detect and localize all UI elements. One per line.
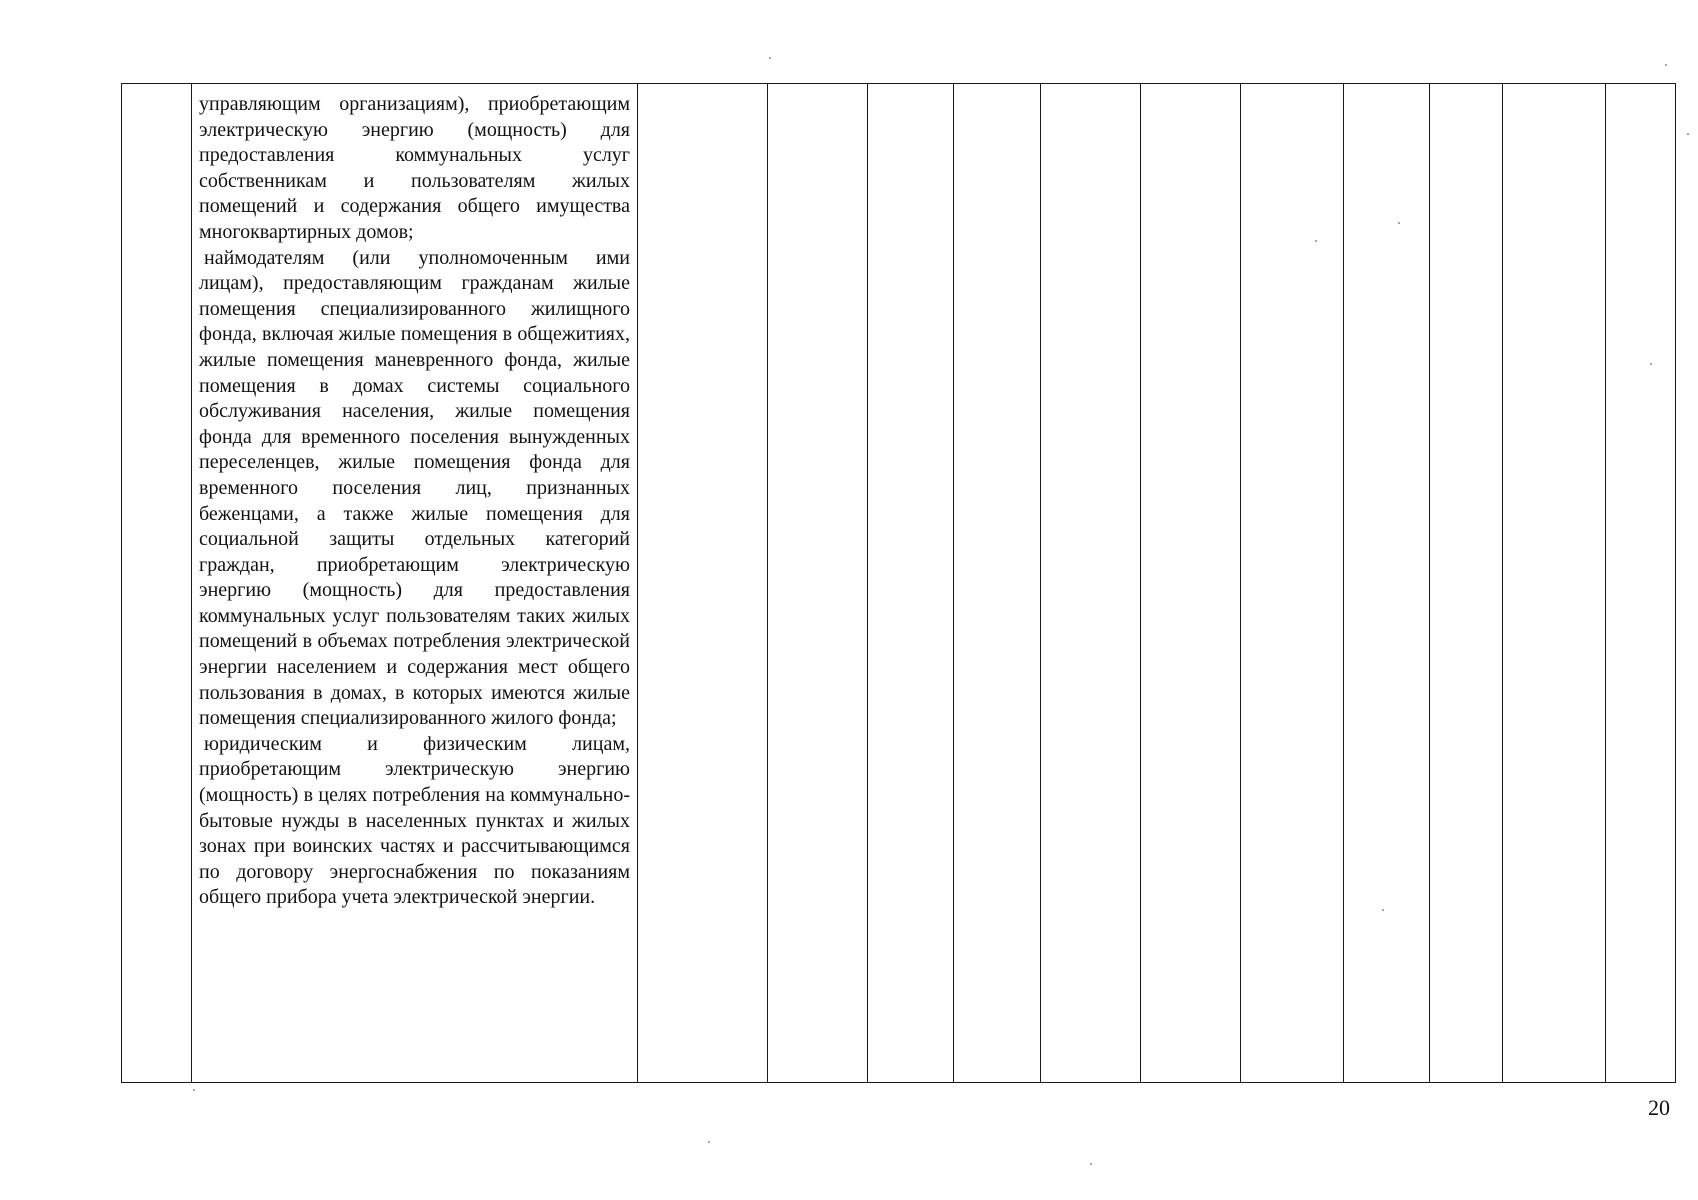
scan-speck — [193, 1089, 195, 1091]
value-cell-10 — [1503, 84, 1606, 1083]
scan-speck — [708, 1141, 710, 1143]
value-cell-1 — [638, 84, 768, 1083]
scan-speck — [1315, 240, 1317, 242]
scan-speck — [769, 57, 771, 59]
value-cell-2 — [768, 84, 868, 1083]
scan-speck — [1398, 222, 1400, 224]
page-number: 20 — [1648, 1095, 1670, 1120]
table-row — [122, 84, 1676, 1083]
scan-speck — [1687, 133, 1689, 135]
paragraph-managing-organizations: управляющим организациям), приобретающим электрическую энергию (мощность) для предоставления коммунальных услуг собственникам и пользователям жилых помещений и содержания общего имущества многоквартирных домов; — [199, 93, 630, 243]
scan-speck — [1090, 1163, 1092, 1165]
tariff-table — [121, 83, 1676, 1083]
value-cell-8 — [1344, 84, 1430, 1083]
scan-speck — [1665, 64, 1667, 66]
value-cell-6 — [1141, 84, 1241, 1083]
paragraph-landlords: наймодателям (или уполномоченным ими лицам), предоставляющим гражданам жилые помещения специализированного жилищного фонда, включая жилые помещения в общежитиях, жилые помещения маневренного фонда, жилые помещения в домах системы социального обслуживания населения, жилые помещения фонда для временного поселения вынужденных переселенцев, жилые помещения фонда для временного поселения лиц, признанных беженцами, а также жилые помещения для социальной защиты отдельных категорий граждан, приобретающим электрическую энергию (мощность) для предоставления коммунальных услуг пользователям таких жилых помещений в объемах потребления электрической энергии населением и содержания мест общего пользования в домах, в которых имеются жилые помещения специализированного жилого фонда; — [199, 246, 630, 730]
row-number-cell — [122, 84, 192, 1083]
value-cell-4 — [954, 84, 1041, 1083]
paragraph-legal-entities: юридическим и физическим лицам, приобретающим электрическую энергию (мощность) в целях потребления на коммунально-бытовые нужды в населенных пунктах и жилых зонах при воинских частях и рассчитывающимся по договору энергоснабжения по показаниям общего прибора учета электрической энергии. — [199, 732, 630, 909]
value-cell-5 — [1041, 84, 1141, 1083]
value-cell-7 — [1241, 84, 1344, 1083]
scan-speck — [1650, 363, 1652, 365]
scan-speck — [1382, 909, 1384, 911]
value-cell-9 — [1430, 84, 1503, 1083]
value-cell-3 — [868, 84, 954, 1083]
description-cell — [192, 84, 638, 1083]
value-cell-11 — [1606, 84, 1676, 1083]
